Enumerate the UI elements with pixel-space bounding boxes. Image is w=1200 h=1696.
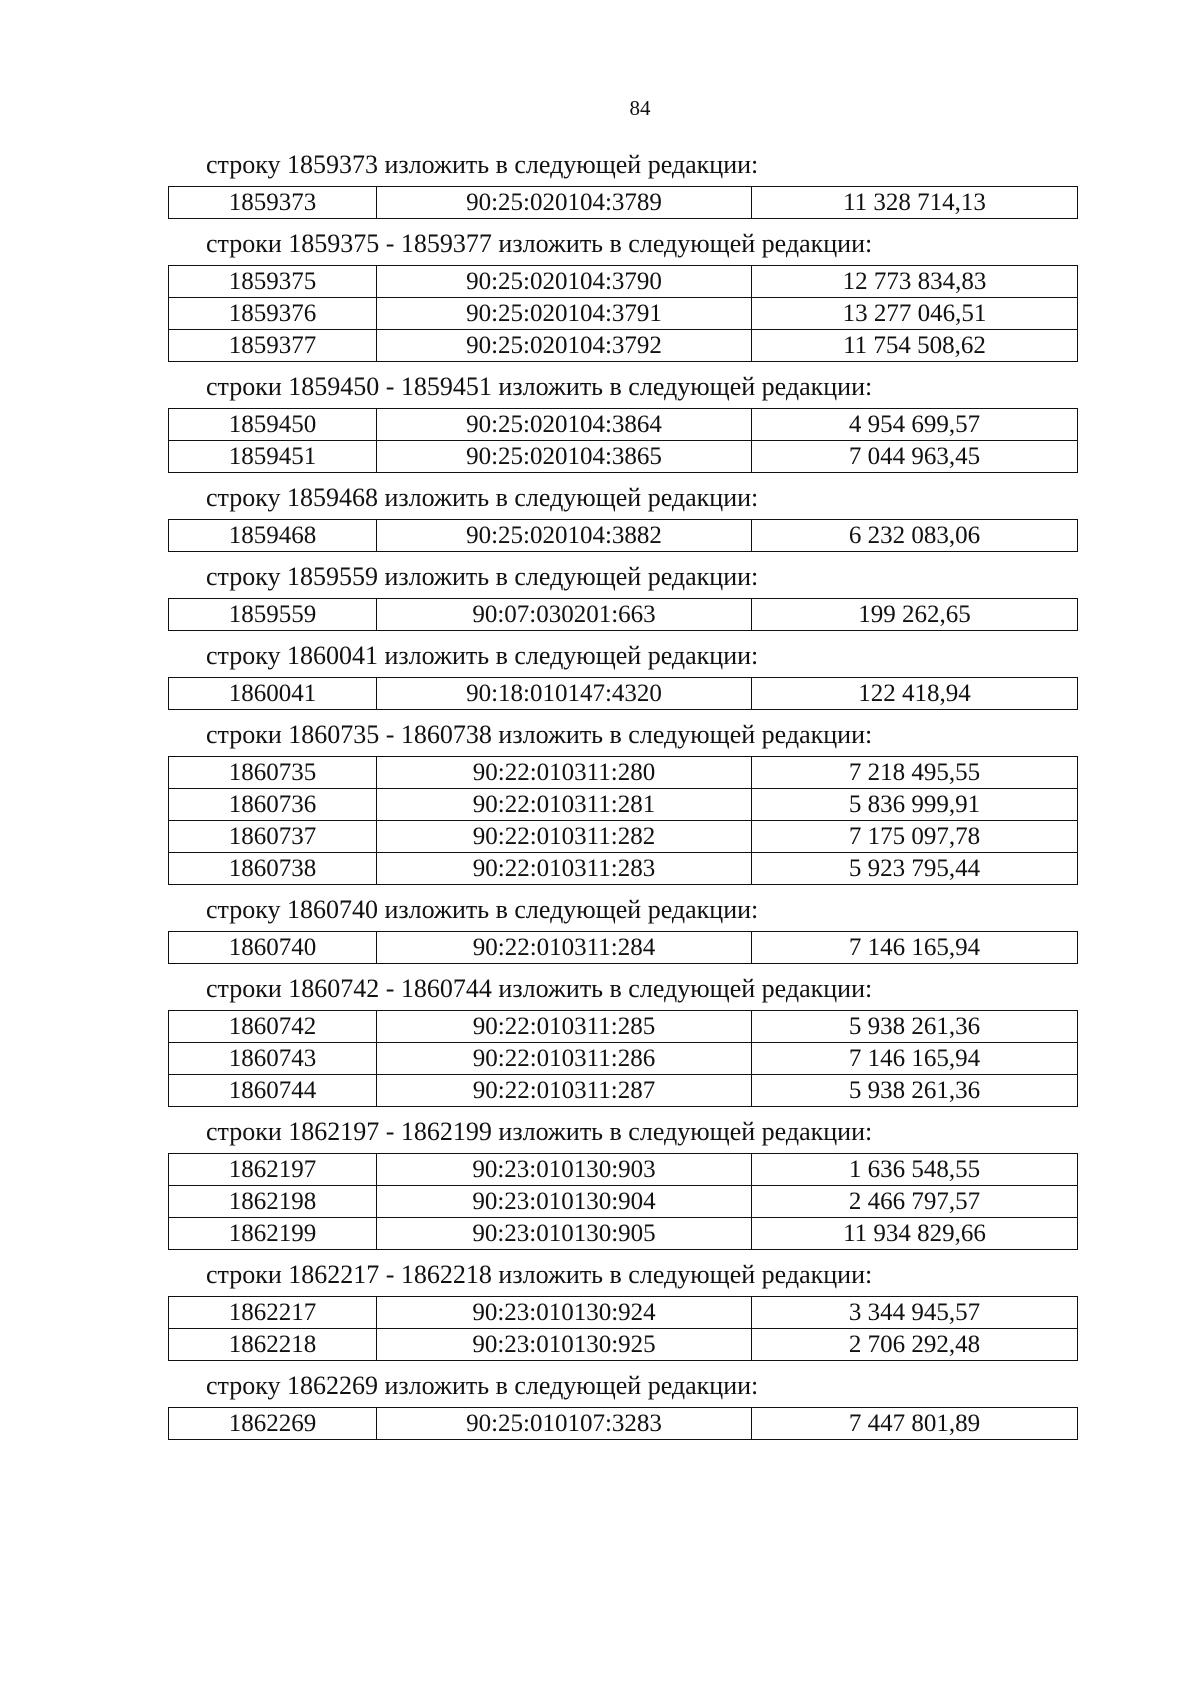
page-number: 84 [629,96,651,120]
amendment-instruction: строку 1859373 изложить в следующей редакции: [206,150,759,179]
value-cell: 11 754 508,62 [752,330,1078,362]
row-number-cell: 1862199 [169,1218,377,1250]
row-number-cell: 1862269 [169,1408,377,1440]
table-row [169,409,1078,441]
cadastral-number-cell: 90:07:030201:663 [377,599,752,631]
row-number-cell: 1860742 [169,1011,377,1043]
amendment-section [168,1371,1074,1440]
amendment-table [168,756,1078,885]
value-cell: 7 146 165,94 [752,1043,1078,1075]
amendment-table [168,408,1078,473]
value-cell: 12 773 834,83 [752,266,1078,298]
row-number-cell: 1860737 [169,821,377,853]
row-number-cell: 1859375 [169,266,377,298]
amendment-section [168,641,1074,710]
row-number-cell: 1860743 [169,1043,377,1075]
amendment-section [168,150,1074,219]
amendment-table [168,1296,1078,1361]
table-row [169,1329,1078,1361]
row-number-cell: 1862197 [169,1154,377,1186]
cadastral-number-cell: 90:23:010130:905 [377,1218,752,1250]
table-row [169,932,1078,964]
amendment-section [168,229,1074,362]
cadastral-number-cell: 90:25:020104:3789 [377,187,752,219]
amendment-section [168,1117,1074,1250]
table-row [169,187,1078,219]
value-cell: 7 044 963,45 [752,441,1078,473]
amendment-table [168,1407,1078,1440]
row-number-cell: 1860736 [169,789,377,821]
amendment-section [168,372,1074,473]
amendment-instruction: строку 1859468 изложить в следующей редакции: [206,483,759,512]
amendment-table [168,1010,1078,1107]
value-cell: 11 934 829,66 [752,1218,1078,1250]
value-cell: 4 954 699,57 [752,409,1078,441]
cadastral-number-cell: 90:25:020104:3882 [377,520,752,552]
table-row [169,821,1078,853]
row-number-cell: 1859451 [169,441,377,473]
table-row [169,1186,1078,1218]
row-number-cell: 1860740 [169,932,377,964]
row-number-cell: 1860744 [169,1075,377,1107]
table-row [169,1297,1078,1329]
table-row [169,1043,1078,1075]
cadastral-number-cell: 90:25:020104:3792 [377,330,752,362]
value-cell: 1 636 548,55 [752,1154,1078,1186]
cadastral-number-cell: 90:23:010130:925 [377,1329,752,1361]
cadastral-number-cell: 90:23:010130:924 [377,1297,752,1329]
value-cell: 13 277 046,51 [752,298,1078,330]
cadastral-number-cell: 90:25:020104:3790 [377,266,752,298]
value-cell: 7 146 165,94 [752,932,1078,964]
cadastral-number-cell: 90:23:010130:903 [377,1154,752,1186]
amendment-instruction: строку 1862269 изложить в следующей редакции: [206,1371,759,1400]
amendment-table [168,186,1078,219]
table-row [169,1011,1078,1043]
cadastral-number-cell: 90:25:010107:3283 [377,1408,752,1440]
value-cell: 6 232 083,06 [752,520,1078,552]
amendment-instruction: строки 1859450 - 1859451 изложить в следующей редакции: [206,372,873,401]
row-number-cell: 1860041 [169,678,377,710]
cadastral-number-cell: 90:18:010147:4320 [377,678,752,710]
row-number-cell: 1859450 [169,409,377,441]
table-row [169,599,1078,631]
amendments-list [168,150,1074,1450]
row-number-cell: 1862217 [169,1297,377,1329]
cadastral-number-cell: 90:22:010311:281 [377,789,752,821]
table-row [169,678,1078,710]
table-row [169,441,1078,473]
amendment-instruction: строку 1860041 изложить в следующей редакции: [206,641,759,670]
value-cell: 5 923 795,44 [752,853,1078,885]
table-row [169,298,1078,330]
amendment-table [168,1153,1078,1250]
table-row [169,266,1078,298]
amendment-instruction: строки 1860735 - 1860738 изложить в следующей редакции: [206,720,873,749]
amendment-instruction: строки 1860742 - 1860744 изложить в следующей редакции: [206,974,873,1003]
amendment-section [168,974,1074,1107]
table-row [169,757,1078,789]
table-row [169,330,1078,362]
row-number-cell: 1859468 [169,520,377,552]
cadastral-number-cell: 90:25:020104:3865 [377,441,752,473]
cadastral-number-cell: 90:25:020104:3864 [377,409,752,441]
row-number-cell: 1859559 [169,599,377,631]
amendment-section [168,895,1074,964]
cadastral-number-cell: 90:22:010311:283 [377,853,752,885]
amendment-section [168,720,1074,885]
amendment-table [168,677,1078,710]
table-row [169,1154,1078,1186]
value-cell: 7 447 801,89 [752,1408,1078,1440]
row-number-cell: 1862218 [169,1329,377,1361]
table-row [169,1408,1078,1440]
amendment-instruction: строку 1860740 изложить в следующей редакции: [206,895,759,924]
amendment-table [168,931,1078,964]
amendment-instruction: строки 1862217 - 1862218 изложить в следующей редакции: [206,1260,873,1289]
value-cell: 3 344 945,57 [752,1297,1078,1329]
value-cell: 7 218 495,55 [752,757,1078,789]
value-cell: 5 938 261,36 [752,1075,1078,1107]
value-cell: 5 938 261,36 [752,1011,1078,1043]
value-cell: 11 328 714,13 [752,187,1078,219]
cadastral-number-cell: 90:22:010311:280 [377,757,752,789]
cadastral-number-cell: 90:25:020104:3791 [377,298,752,330]
row-number-cell: 1859376 [169,298,377,330]
value-cell: 2 706 292,48 [752,1329,1078,1361]
table-row [169,520,1078,552]
table-row [169,853,1078,885]
amendment-instruction: строки 1862197 - 1862199 изложить в следующей редакции: [206,1117,873,1146]
amendment-instruction: строку 1859559 изложить в следующей редакции: [206,562,759,591]
value-cell: 5 836 999,91 [752,789,1078,821]
cadastral-number-cell: 90:22:010311:287 [377,1075,752,1107]
amendment-section [168,483,1074,552]
value-cell: 199 262,65 [752,599,1078,631]
value-cell: 7 175 097,78 [752,821,1078,853]
cadastral-number-cell: 90:22:010311:286 [377,1043,752,1075]
amendment-section [168,562,1074,631]
row-number-cell: 1860738 [169,853,377,885]
cadastral-number-cell: 90:22:010311:284 [377,932,752,964]
row-number-cell: 1859373 [169,187,377,219]
row-number-cell: 1860735 [169,757,377,789]
row-number-cell: 1859377 [169,330,377,362]
value-cell: 2 466 797,57 [752,1186,1078,1218]
amendment-table [168,265,1078,362]
value-cell: 122 418,94 [752,678,1078,710]
amendment-instruction: строки 1859375 - 1859377 изложить в следующей редакции: [206,229,873,258]
amendment-section [168,1260,1074,1361]
cadastral-number-cell: 90:22:010311:285 [377,1011,752,1043]
table-row [169,1075,1078,1107]
table-row [169,1218,1078,1250]
amendment-table [168,519,1078,552]
row-number-cell: 1862198 [169,1186,377,1218]
cadastral-number-cell: 90:22:010311:282 [377,821,752,853]
table-row [169,789,1078,821]
amendment-table [168,598,1078,631]
cadastral-number-cell: 90:23:010130:904 [377,1186,752,1218]
